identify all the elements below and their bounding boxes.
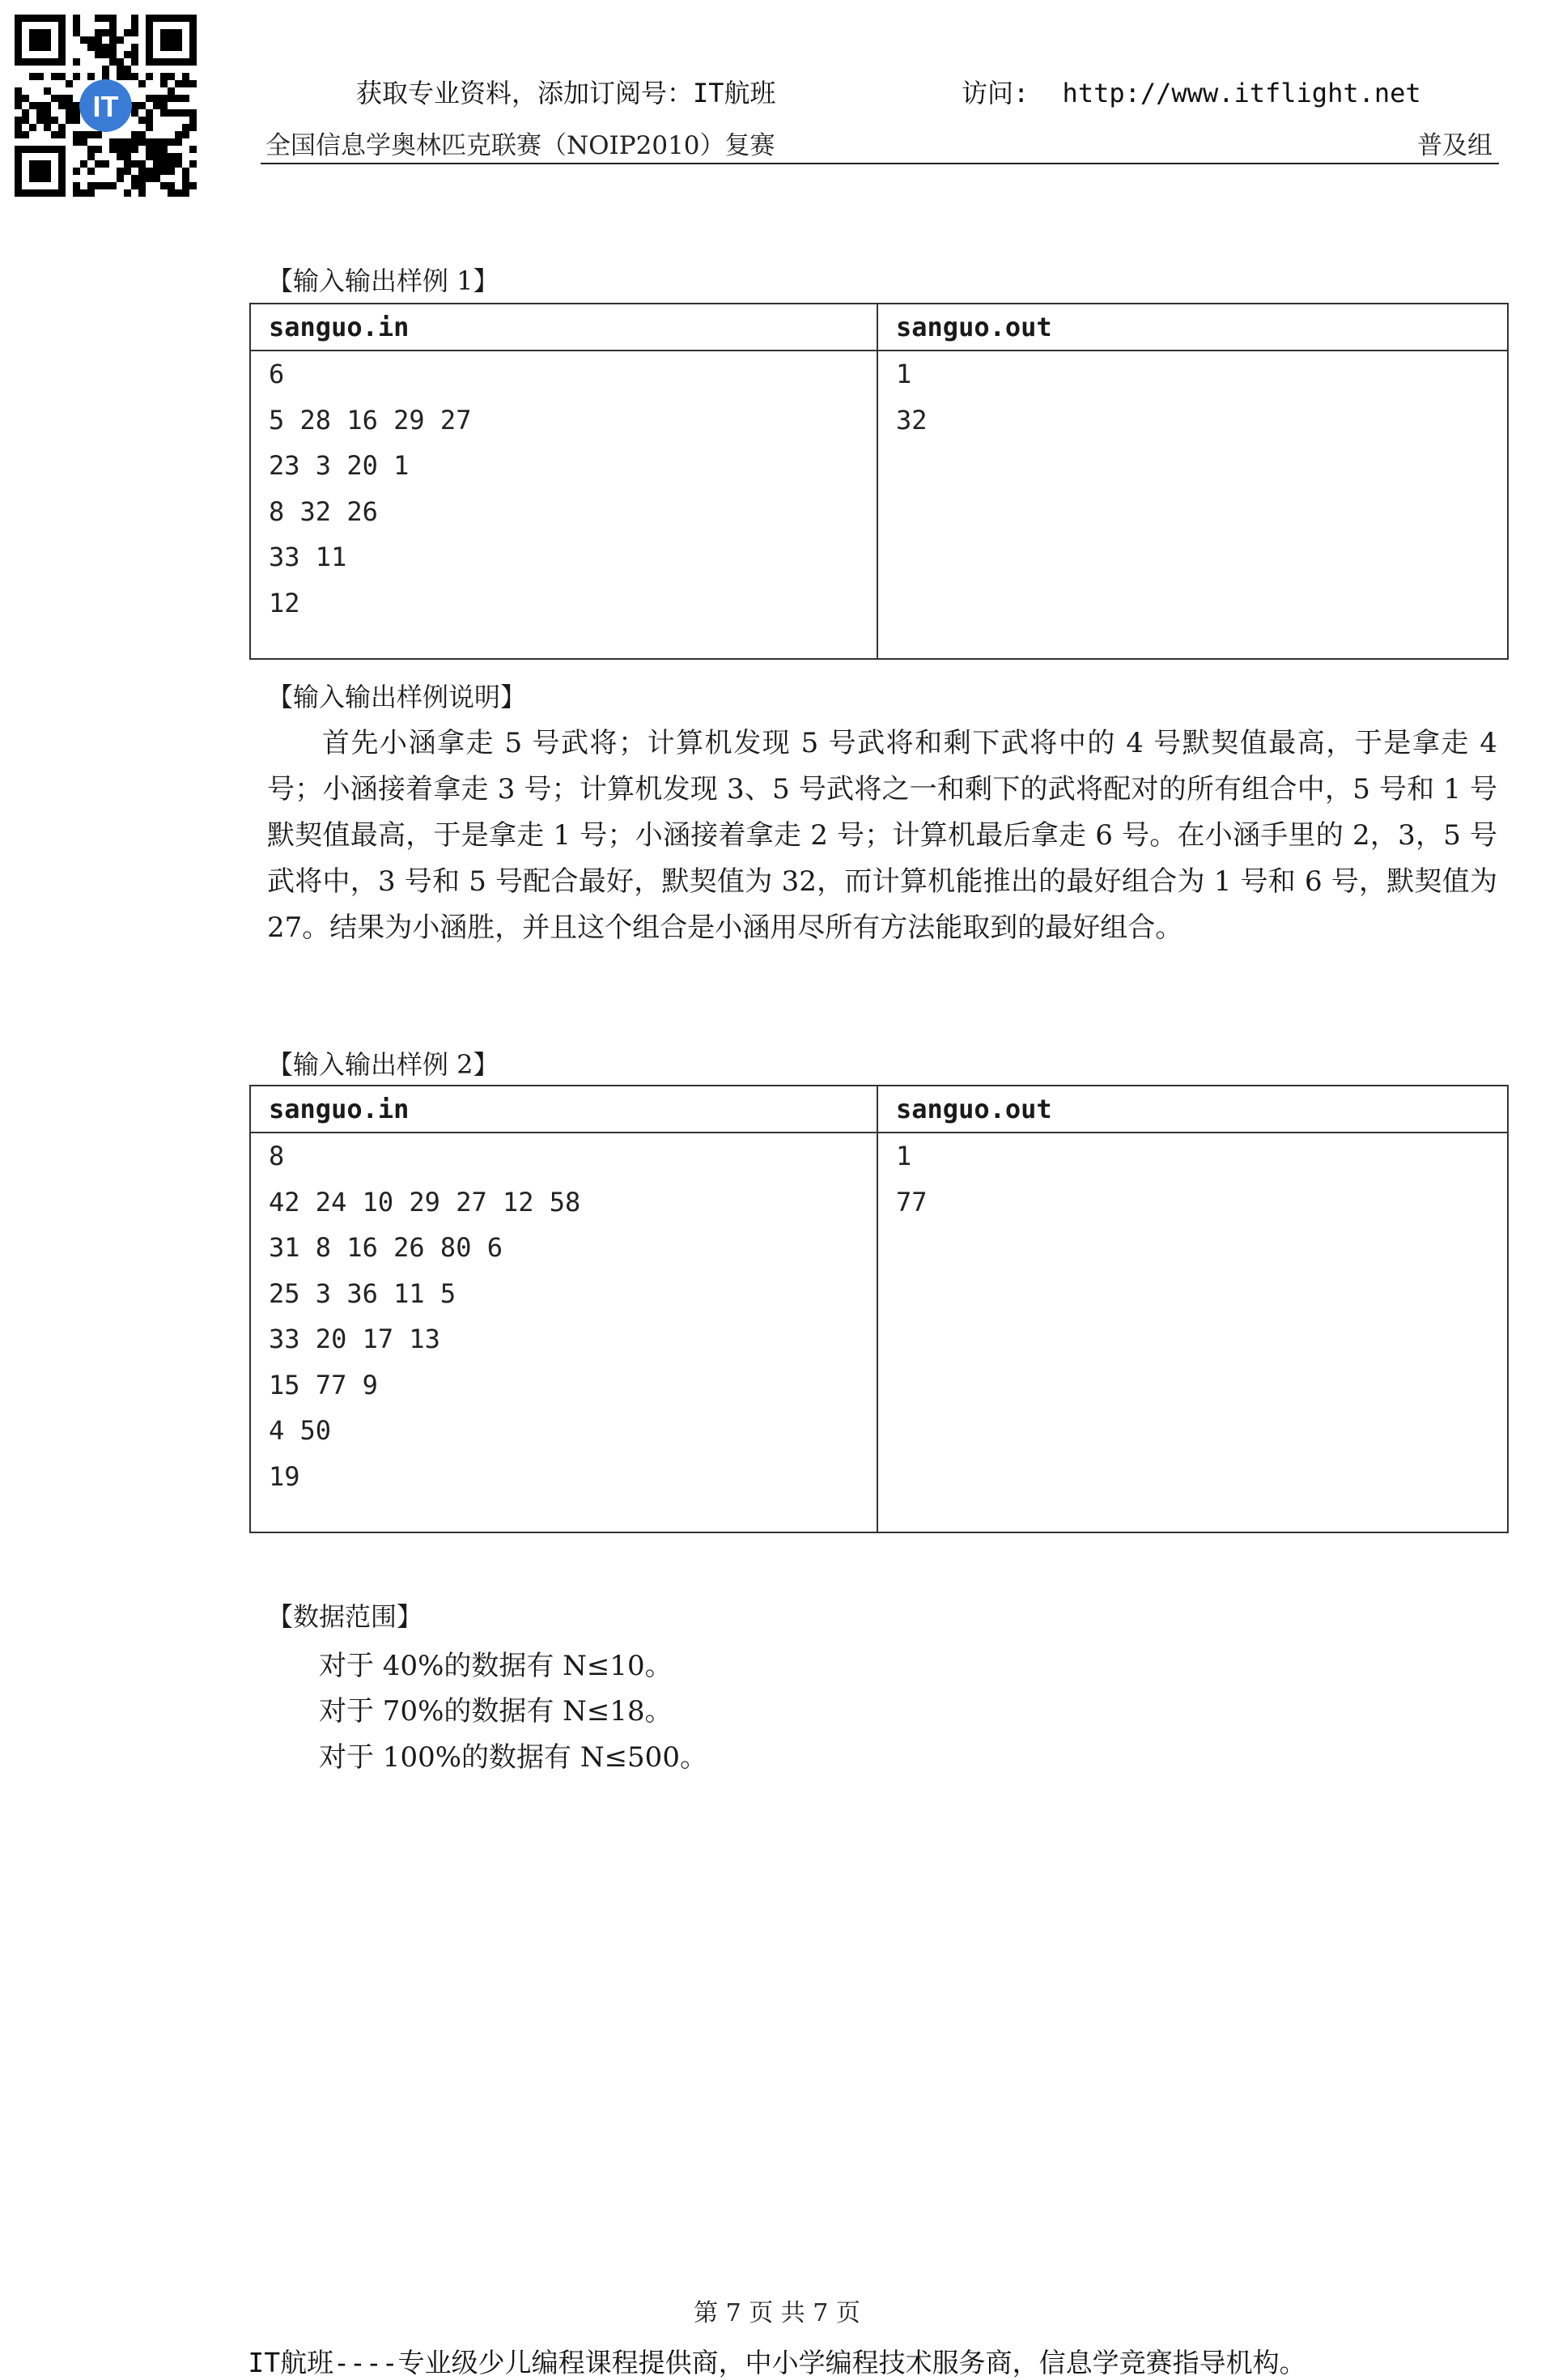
sample2-input-cell	[250, 1133, 877, 1532]
sample2-input-line: 25 3 36 11 5	[269, 1277, 456, 1309]
sample1-input-cell	[250, 351, 877, 659]
sample2-output-line: 77	[896, 1186, 928, 1218]
data-range-item: 对于 40%的数据有 N≤10。	[319, 1650, 673, 1682]
sample1-input-line: 8 32 26	[269, 495, 378, 527]
sample2-input-line: 15 77 9	[269, 1369, 378, 1400]
sample2-input-line: 33 20 17 13	[269, 1324, 440, 1354]
footer-promo: IT航班----专业级少儿编程课程提供商，中小学编程技术服务商，信息学竞赛指导机构。	[248, 2347, 1306, 2378]
sample2-input-line: 8	[269, 1141, 285, 1171]
sample2-input-line: 19	[269, 1460, 300, 1492]
contest-title: 全国信息学奥林匹克联赛（NOIP2010）复赛	[265, 131, 775, 160]
promo-visit-url[interactable]: http://www.itflight.net	[1062, 78, 1421, 108]
sample1-table	[249, 303, 1509, 660]
sample1-output-line: 32	[896, 404, 928, 436]
sample2-title: 【输入输出样例 2】	[267, 1049, 499, 1080]
sample1-input-line: 5 28 16 29 27	[269, 404, 472, 436]
promo-visit-label: 访问:	[962, 78, 1030, 108]
explanation-title: 【输入输出样例说明】	[267, 682, 527, 712]
sample1-input-line: 12	[269, 587, 300, 618]
sample1-input-line: 23 3 20 1	[269, 450, 410, 481]
sample2-output-cell	[877, 1133, 1508, 1532]
sample1-input-header: sanguo.in	[250, 304, 877, 351]
sample2-output-line: 1	[896, 1141, 912, 1171]
data-range-item: 对于 100%的数据有 N≤500。	[319, 1741, 707, 1774]
sample2-input-header: sanguo.in	[250, 1086, 877, 1133]
sample2-input-line: 31 8 16 26 80 6	[269, 1232, 503, 1263]
sample1-output-header: sanguo.out	[877, 304, 1508, 351]
explanation-paragraph: 首先小涵拿走 5 号武将；计算机发现 5 号武将和剩下武将中的 4 号默契值最高，于是拿走 4 号；小涵接着拿走 3 号；计算机发现 3、5 号武将之一和剩下的武将配对的所有组合中，5 号和 1 号默契值最高，于是拿走 1 号；小涵接着拿走 2 号；计算机最后拿走 6 号。在小涵手里的 2，3，5 号武将中，3 号和 5 号配合最好，默契值为 32，而计算机能推出的最好组合为 1 号和 6 号，默契值为 27。结果为小涵胜，并且这个组合是小涵用尽所有方法能取到的最好组合。	[267, 727, 1497, 944]
promo-visit	[962, 73, 1421, 110]
sample1-input-line: 6	[269, 359, 285, 389]
sample1-input-line: 33 11	[269, 542, 347, 572]
sample2-input-line: 42 24 10 29 27 12 58	[269, 1186, 581, 1218]
data-range-item: 对于 70%的数据有 N≤18。	[319, 1695, 673, 1728]
sample2-input-line: 4 50	[269, 1415, 332, 1446]
sample2-output-header: sanguo.out	[877, 1086, 1508, 1133]
sample1-title: 【输入输出样例 1】	[267, 266, 499, 296]
header-divider	[261, 163, 1499, 164]
qr-code	[15, 15, 197, 197]
sample1-output-line: 1	[896, 359, 912, 389]
promo-subscribe-text: 获取专业资料，添加订阅号：IT航班	[356, 78, 776, 108]
sample1-output-cell	[877, 351, 1508, 659]
sample2-table	[249, 1085, 1509, 1533]
page-number: 第 7 页 共 7 页	[694, 2299, 860, 2327]
qr-logo-text: IT	[92, 90, 119, 123]
group-label: 普及组	[1417, 131, 1492, 160]
data-range-title: 【数据范围】	[267, 1601, 423, 1632]
